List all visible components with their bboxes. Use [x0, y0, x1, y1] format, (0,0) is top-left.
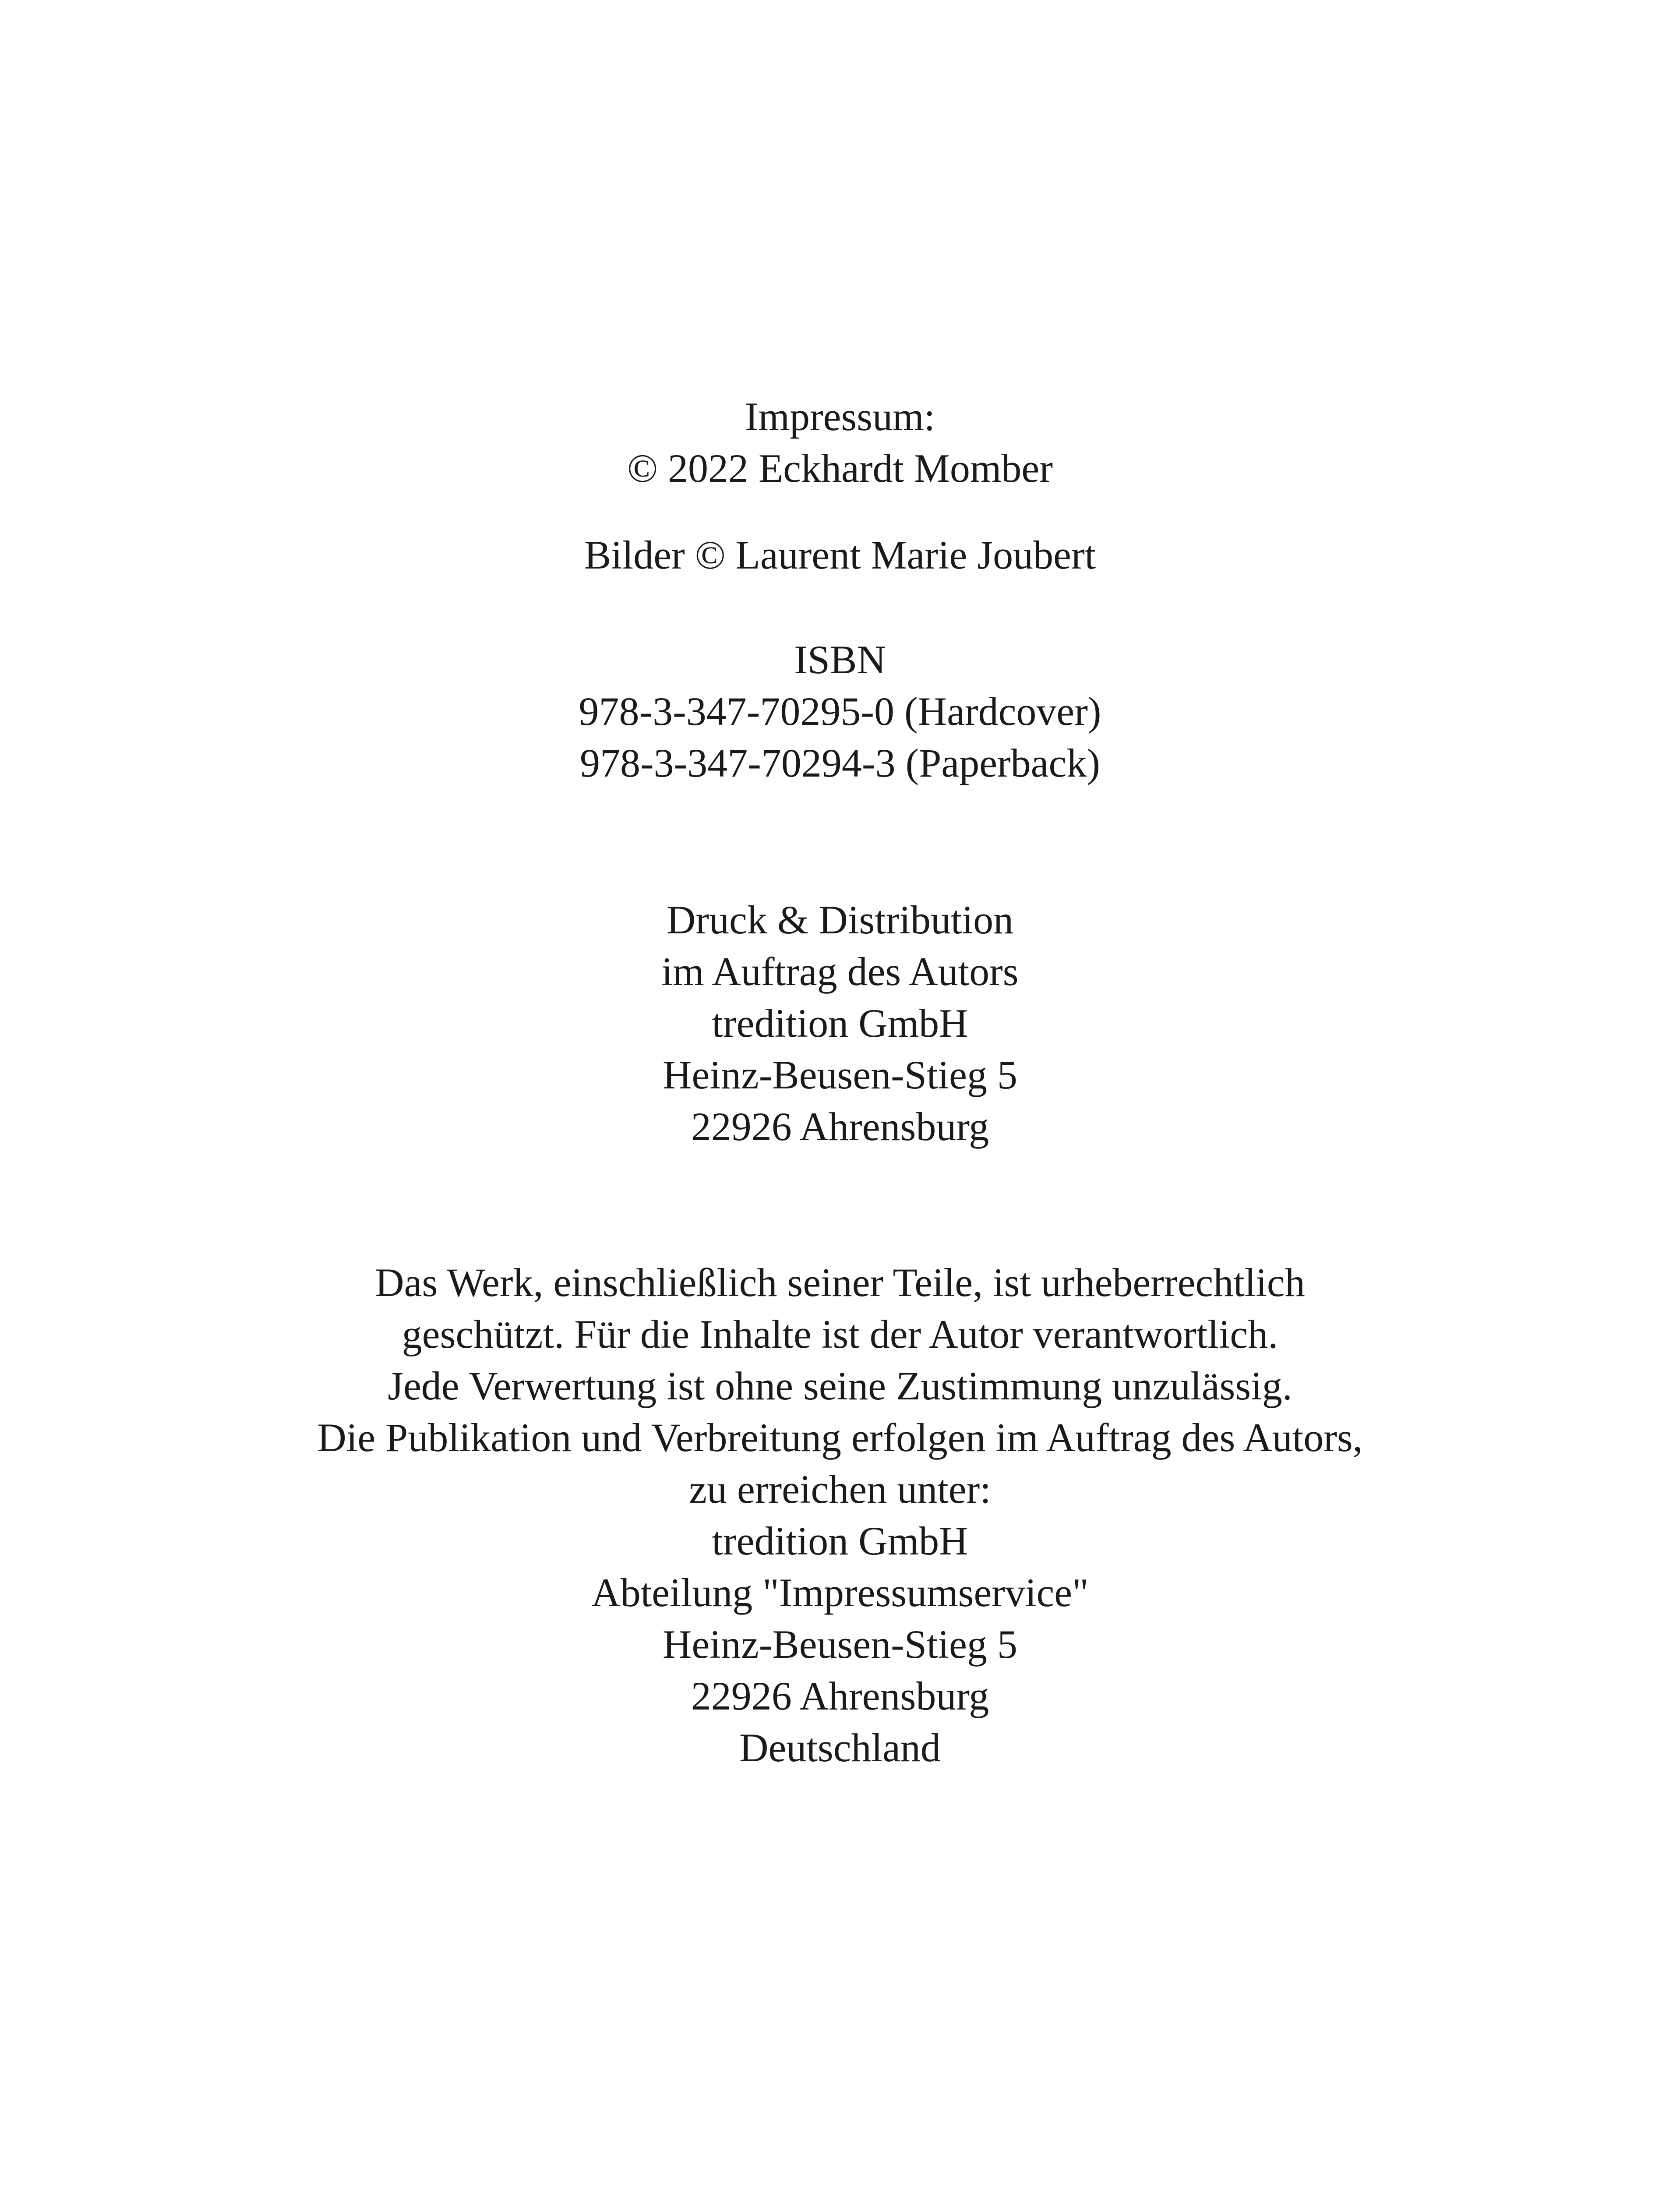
rights-line-5: zu erreichen unter: — [689, 1467, 991, 1512]
print-distribution-section — [0, 894, 1680, 1152]
rights-line-3: Jede Verwertung ist ohne seine Zustimmung unzulässig. — [388, 1363, 1292, 1408]
rights-line-1: Das Werk, einschließlich seiner Teile, ist urheberrechtlich — [375, 1260, 1305, 1305]
image-credit-line: Bilder © Laurent Marie Joubert — [584, 533, 1096, 577]
contact-department: Abteilung "Impressumservice" — [591, 1570, 1089, 1615]
print-distribution-line: Druck & Distribution — [666, 897, 1014, 942]
impressum-heading: Impressum: — [745, 394, 935, 439]
isbn-paperback: 978-3-347-70294-3 (Paperback) — [580, 741, 1100, 785]
contact-street: Heinz-Beusen-Stieg 5 — [663, 1622, 1017, 1667]
publisher-name: tredition GmbH — [712, 1001, 968, 1046]
isbn-hardcover: 978-3-347-70295-0 (Hardcover) — [579, 689, 1101, 734]
contact-country: Deutschland — [739, 1725, 941, 1770]
isbn-section — [0, 634, 1680, 789]
on-behalf-line: im Auftrag des Autors — [661, 949, 1019, 994]
impressum-section — [0, 391, 1680, 494]
publisher-city: 22926 Ahrensburg — [691, 1104, 989, 1149]
contact-company: tredition GmbH — [712, 1519, 968, 1563]
contact-city: 22926 Ahrensburg — [691, 1674, 989, 1718]
publisher-street: Heinz-Beusen-Stieg 5 — [663, 1053, 1017, 1097]
copyright-line: © 2022 Eckhardt Momber — [627, 446, 1053, 491]
rights-line-2: geschützt. Für die Inhalte ist der Autor verantwortlich. — [402, 1312, 1278, 1356]
rights-notice-section — [0, 1257, 1680, 1773]
image-credit-section — [0, 529, 1680, 581]
isbn-label: ISBN — [794, 637, 886, 682]
rights-line-4: Die Publikation und Verbreitung erfolgen im Auftrag des Autors, — [317, 1415, 1363, 1460]
